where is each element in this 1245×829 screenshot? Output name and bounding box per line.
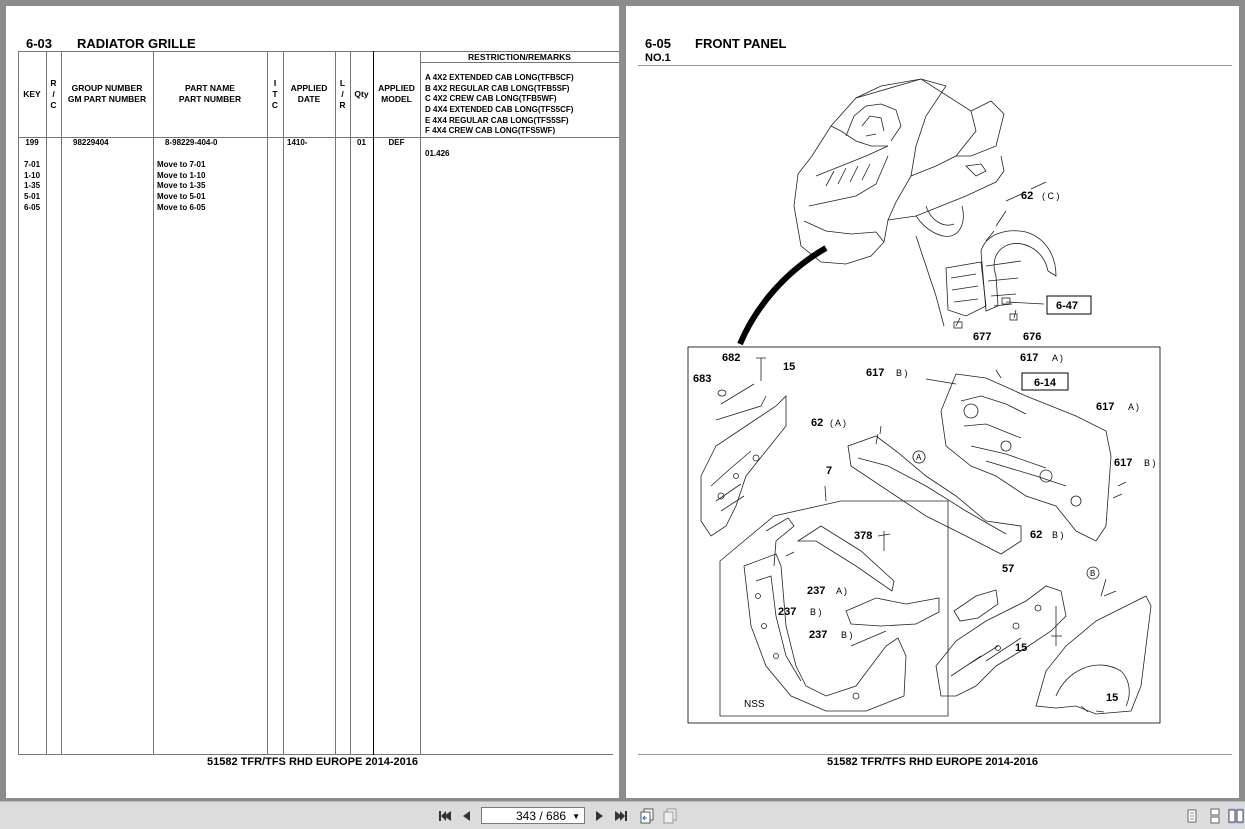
callout-6-47: 6-47 <box>1056 300 1079 312</box>
row-key: 199 <box>25 138 39 147</box>
continuous-view-icon[interactable] <box>1207 808 1223 824</box>
sub-label: NO.1 <box>645 52 671 64</box>
page-indicator: 343 / 686 <box>516 809 567 823</box>
row-remarks: 01.426 <box>425 149 450 158</box>
model-legend-item: B 4X2 REGULAR CAB LONG(TFB5SF) <box>425 84 570 93</box>
callout-nss: NSS <box>744 699 765 710</box>
row-applied-model: DEF <box>388 138 405 147</box>
parts-diagram <box>626 6 1239 798</box>
row-part-number: 8-98229-404-0 <box>165 138 218 147</box>
col-border <box>267 51 268 755</box>
previous-view-icon[interactable] <box>639 808 655 824</box>
model-legend-item: E 4X4 REGULAR CAB LONG(TFS5SF) <box>425 116 569 125</box>
header-applied-date: APPLIED DATE <box>290 83 328 104</box>
callout-6-14: 6-14 <box>1034 377 1057 389</box>
callout-682: 682 <box>722 352 741 364</box>
col-border <box>420 51 421 755</box>
callout-7: 7 <box>826 465 833 477</box>
next-view-icon[interactable] <box>662 808 678 824</box>
last-page-icon[interactable] <box>613 808 629 824</box>
callout-677: 677 <box>973 331 992 343</box>
header-group: GROUP NUMBER GM PART NUMBER <box>67 83 147 104</box>
callout-676: 676 <box>1023 331 1042 343</box>
callout-suffix: B ) <box>810 607 822 617</box>
page-footer: 51582 TFR/TFS RHD EUROPE 2014-2016 <box>827 756 1038 768</box>
callout-15: 15 <box>1015 642 1028 654</box>
callout-378: 378 <box>854 530 873 542</box>
viewer-toolbar <box>0 801 1245 829</box>
callout-683: 683 <box>693 373 712 385</box>
section-number: 6-03 <box>26 36 53 51</box>
col-border <box>350 51 351 755</box>
col-border <box>335 51 336 755</box>
previous-page-icon[interactable] <box>459 808 475 824</box>
callout-237: 237 <box>807 585 826 597</box>
left-page <box>6 6 619 798</box>
chevron-down-icon[interactable]: ▼ <box>572 812 580 821</box>
move-labels: Move to 7-01 Move to 1-10 Move to 1-35 Move to 5-01 Move to 6-05 <box>157 160 206 212</box>
callout-suffix: B ) <box>841 630 853 640</box>
callout-617: 617 <box>866 367 885 379</box>
header-key: KEY <box>23 89 41 99</box>
page-footer: 51582 TFR/TFS RHD EUROPE 2014-2016 <box>207 756 418 768</box>
header-restriction: RESTRICTION/REMARKS <box>468 52 571 62</box>
callout-suffix: B ) <box>896 368 908 378</box>
callout-62: 62 <box>811 417 824 429</box>
fender-assembly <box>936 579 1151 714</box>
header-itc: I T C <box>271 78 279 110</box>
callout-suffix: B ) <box>1052 530 1064 540</box>
callout-15: 15 <box>783 361 796 373</box>
callout-suffix: B ) <box>1144 458 1156 468</box>
callout-suffix: ( C ) <box>1042 191 1060 201</box>
section-number: 6-05 <box>645 36 672 51</box>
callout-617: 617 <box>1114 457 1133 469</box>
model-legend-item: D 4X4 EXTENDED CAB LONG(TFS5CF) <box>425 105 574 114</box>
col-border <box>373 51 374 755</box>
header-applied-model: APPLIED MODEL <box>378 83 415 104</box>
col-border <box>283 51 284 755</box>
footer-rule <box>638 754 1232 755</box>
callout-237: 237 <box>809 629 828 641</box>
model-legend-item: A 4X2 EXTENDED CAB LONG(TFB5CF) <box>425 73 574 82</box>
next-page-icon[interactable] <box>591 808 607 824</box>
model-legend-item: C 4X2 CREW CAB LONG(TFB5WF) <box>425 94 557 103</box>
single-page-view-icon[interactable] <box>1184 808 1200 824</box>
callout-15: 15 <box>1106 692 1119 704</box>
radiator-support <box>744 518 939 711</box>
apron-left <box>701 396 786 536</box>
row-gm-part-number: 98229404 <box>73 138 109 147</box>
header-part: PART NAME PART NUMBER <box>178 83 242 104</box>
col-border <box>46 51 47 755</box>
section-title: RADIATOR GRILLE <box>77 36 196 51</box>
row-qty: 01 <box>357 138 366 147</box>
fender-liner <box>946 231 1056 328</box>
callout-circle-b: B <box>1090 569 1096 578</box>
right-page <box>626 6 1239 798</box>
callout-labels <box>693 190 1156 710</box>
two-page-view-icon[interactable] <box>1228 808 1244 824</box>
callout-62: 62 <box>1030 529 1043 541</box>
callout-suffix: A ) <box>1052 353 1064 363</box>
table-bottom-border <box>18 754 613 755</box>
col-border <box>153 51 154 755</box>
callout-circle-a: A <box>916 453 922 462</box>
move-keys: 7-01 1-10 1-35 5-01 6-05 <box>24 160 41 212</box>
page-number-field[interactable] <box>481 807 585 824</box>
model-legend-item: F 4X4 CREW CAB LONG(TFS5WF) <box>425 126 556 135</box>
callout-237: 237 <box>778 606 797 618</box>
callout-617: 617 <box>1020 352 1039 364</box>
first-page-icon[interactable] <box>437 808 453 824</box>
callout-suffix: ( A ) <box>830 418 847 428</box>
dash-panel <box>926 370 1126 541</box>
col-border <box>61 51 62 755</box>
vehicle-illustration <box>794 79 1046 326</box>
callout-617: 617 <box>1096 401 1115 413</box>
header-qty: Qty <box>354 89 369 99</box>
header-lr: L / R <box>339 78 346 110</box>
callout-suffix: A ) <box>836 586 848 596</box>
callout-suffix: A ) <box>1128 402 1140 412</box>
callout-57: 57 <box>1002 563 1015 575</box>
cowl-panel <box>848 426 1021 554</box>
header-rc: R / C <box>50 78 57 110</box>
callout-62: 62 <box>1021 190 1034 202</box>
section-title: FRONT PANEL <box>695 36 787 51</box>
row-applied-date: 1410- <box>287 138 308 147</box>
col-border <box>18 51 19 755</box>
